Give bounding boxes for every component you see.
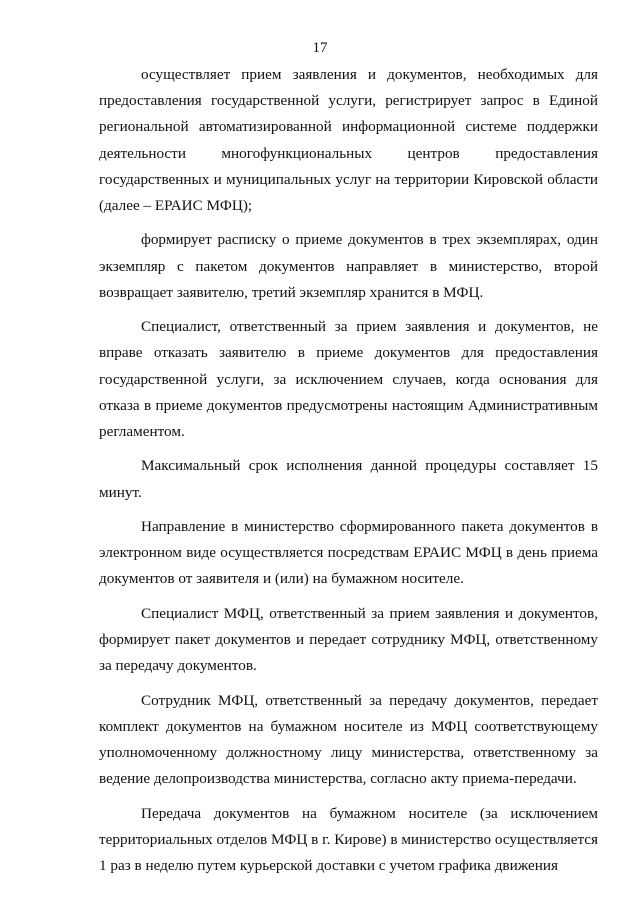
paragraph-refusal-restriction: Специалист, ответственный за прием заявления и документов, не вправе отказать заявителю в приеме документов для предоставления государственной услуги, за исключением случаев, когда основания для отказа в приеме документов предусмотрены настоящим Административным регламентом. — [99, 318, 598, 441]
paragraph-package-forming: Специалист МФЦ, ответственный за прием заявления и документов, формирует пакет документов и передает сотруднику МФЦ, ответственному за передачу документов. — [99, 604, 598, 675]
document-body — [99, 62, 598, 879]
paragraph-electronic-transfer: Направление в министерство сформированного пакета документов в электронном виде осуществляется посредствам ЕРАИС МФЦ в день приема документов от заявителя и (или) на бумажном носителе. — [99, 518, 598, 588]
paragraph-paper-handover: Сотрудник МФЦ, ответственный за передачу документов, передает комплект документов на бумажном носителе из МФЦ соответствующему уполномоченному должностному лицу министерства, ответственному за ведение делопроизводства министерства, согласно акту приема-передачи. — [99, 691, 598, 788]
paragraph-courier-delivery: Передача документов на бумажном носителе (за исключением территориальных отделов МФЦ в г. Кирове) в министерство осуществляется 1 раз в неделю путем курьерской доставки с учетом графика движения — [99, 804, 598, 874]
paragraph-receipt: формирует расписку о приеме документов в трех экземплярах, один экземпляр с пакетом документов направляет в министерство, второй возвращает заявителю, третий экземпляр хранится в МФЦ. — [99, 231, 598, 301]
paragraph-max-duration: Максимальный срок исполнения данной процедуры составляет 15 минут. — [99, 457, 598, 501]
paragraph-intake-registration: осуществляет прием заявления и документов, необходимых для предоставления государственной услуги, регистрирует запрос в Единой региональной автоматизированной информационной системе поддержки деятельности многофункциональных центров предоставления государственных и муниципальных услуг на территории Кировской области (далее – ЕРАИС МФЦ); — [99, 66, 598, 215]
page-number: 17 — [312, 40, 328, 56]
